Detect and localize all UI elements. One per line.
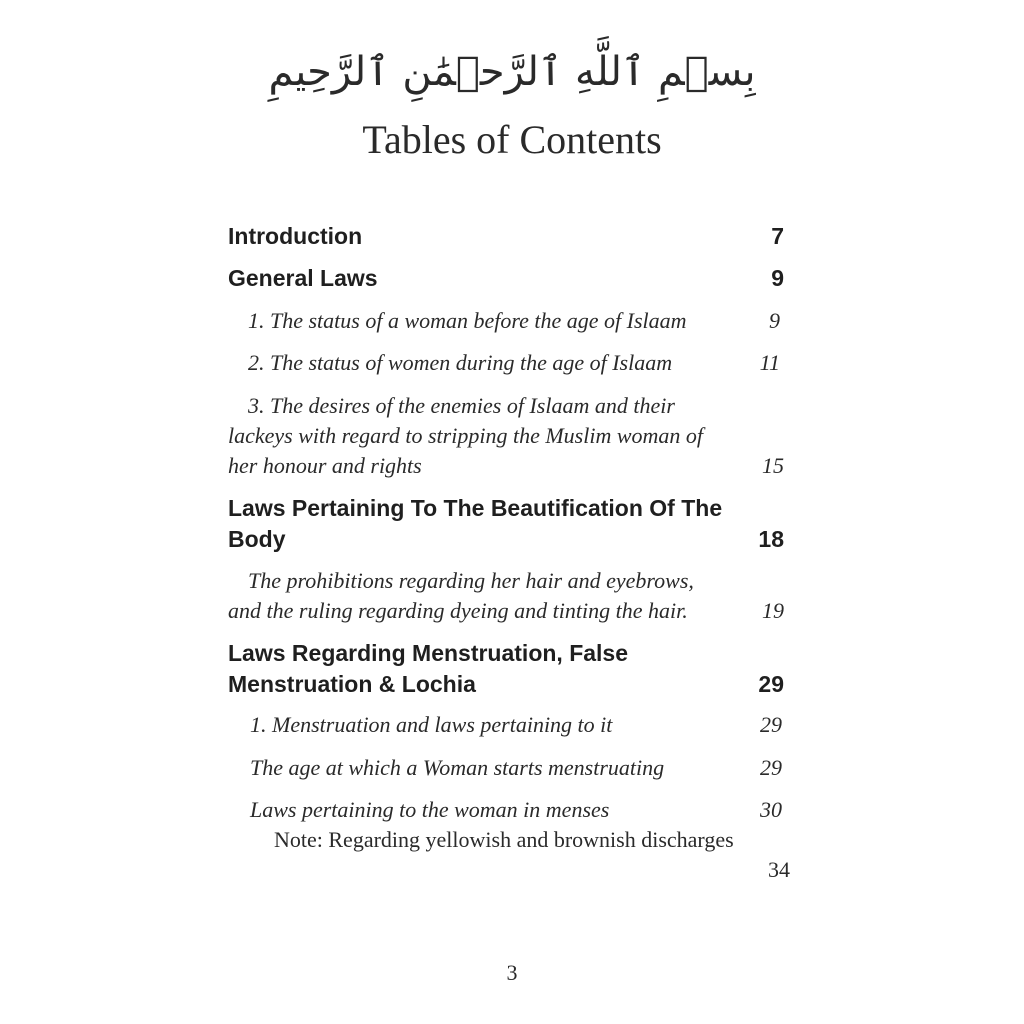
toc-entry-page: 11: [759, 350, 780, 375]
toc-entry-title-line: Menstruation & Lochia: [228, 671, 476, 697]
toc-entry-title-line: Laws Regarding Menstruation, False: [228, 640, 629, 666]
toc-entry-title-line: Laws Pertaining To The Beautification Of The: [228, 495, 723, 521]
toc-entry-title: Note: Regarding yellowish and brownish discharges: [274, 827, 734, 852]
toc-entry-page: 7: [771, 223, 784, 249]
toc-entry-title: Introduction: [228, 223, 363, 249]
toc-entry-page: 9: [771, 265, 784, 291]
page-title: Tables of Contents: [362, 117, 662, 162]
toc-entry-beautification[interactable]: [228, 493, 784, 555]
table-of-contents: [228, 0, 790, 1024]
toc-entry-title: The age at which a Woman starts menstruating: [250, 755, 665, 780]
toc-subentry-hair-prohibitions[interactable]: [228, 566, 784, 626]
toc-entry-title: 2. The status of women during the age of Islaam: [248, 350, 673, 375]
toc-entry-title: Laws pertaining to the woman in menses: [250, 797, 610, 822]
toc-entry-page: 29: [758, 671, 784, 697]
toc-entry-introduction[interactable]: [228, 221, 784, 252]
toc-subentry-age-menstruating[interactable]: [250, 753, 782, 783]
toc-entry-page: 19: [762, 598, 784, 623]
page-number: 3: [506, 960, 518, 985]
toc-entry-title-line: lackeys with regard to stripping the Muslim woman of: [228, 423, 704, 448]
toc-entry-page: 15: [762, 453, 784, 478]
toc-entry-title: 1. Menstruation and laws pertaining to it: [250, 712, 613, 737]
toc-entry-title-line: and the ruling regarding dyeing and tinting the hair.: [228, 598, 688, 623]
toc-entry-page: 29: [760, 755, 782, 780]
toc-entry-general-laws[interactable]: [228, 263, 784, 294]
toc-subentry-desires-of-enemies[interactable]: [228, 391, 784, 481]
toc-entry-menstruation[interactable]: [228, 638, 784, 700]
toc-entry-title: 1. The status of a woman before the age of Islaam: [248, 308, 687, 333]
toc-subentry-status-before-islaam[interactable]: [248, 306, 780, 336]
toc-entry-page: 29: [760, 712, 782, 737]
toc-subentry-woman-in-menses[interactable]: [250, 795, 782, 825]
toc-entry-page: 9: [769, 308, 780, 333]
toc-entry-title-line: Body: [228, 526, 286, 552]
toc-entry-title-line: The prohibitions regarding her hair and eyebrows,: [248, 568, 694, 593]
toc-subentry-menstruation-laws[interactable]: [250, 710, 782, 740]
toc-entry-page: 30: [760, 797, 782, 822]
toc-entry-title: General Laws: [228, 265, 378, 291]
toc-entry-title-line: her honour and rights: [228, 453, 422, 478]
toc-subentry-note-discharges[interactable]: [274, 825, 794, 885]
toc-entry-page: 18: [758, 526, 784, 552]
toc-subentry-status-during-islaam[interactable]: [248, 348, 780, 378]
toc-entry-title-line: 3. The desires of the enemies of Islaam and their: [248, 393, 675, 418]
basmala-heading: بِسۡمِ ٱللَّهِ ٱلرَّحۡمَٰنِ ٱلرَّحِيمِ: [268, 49, 756, 95]
toc-entry-page: 34: [768, 857, 790, 882]
